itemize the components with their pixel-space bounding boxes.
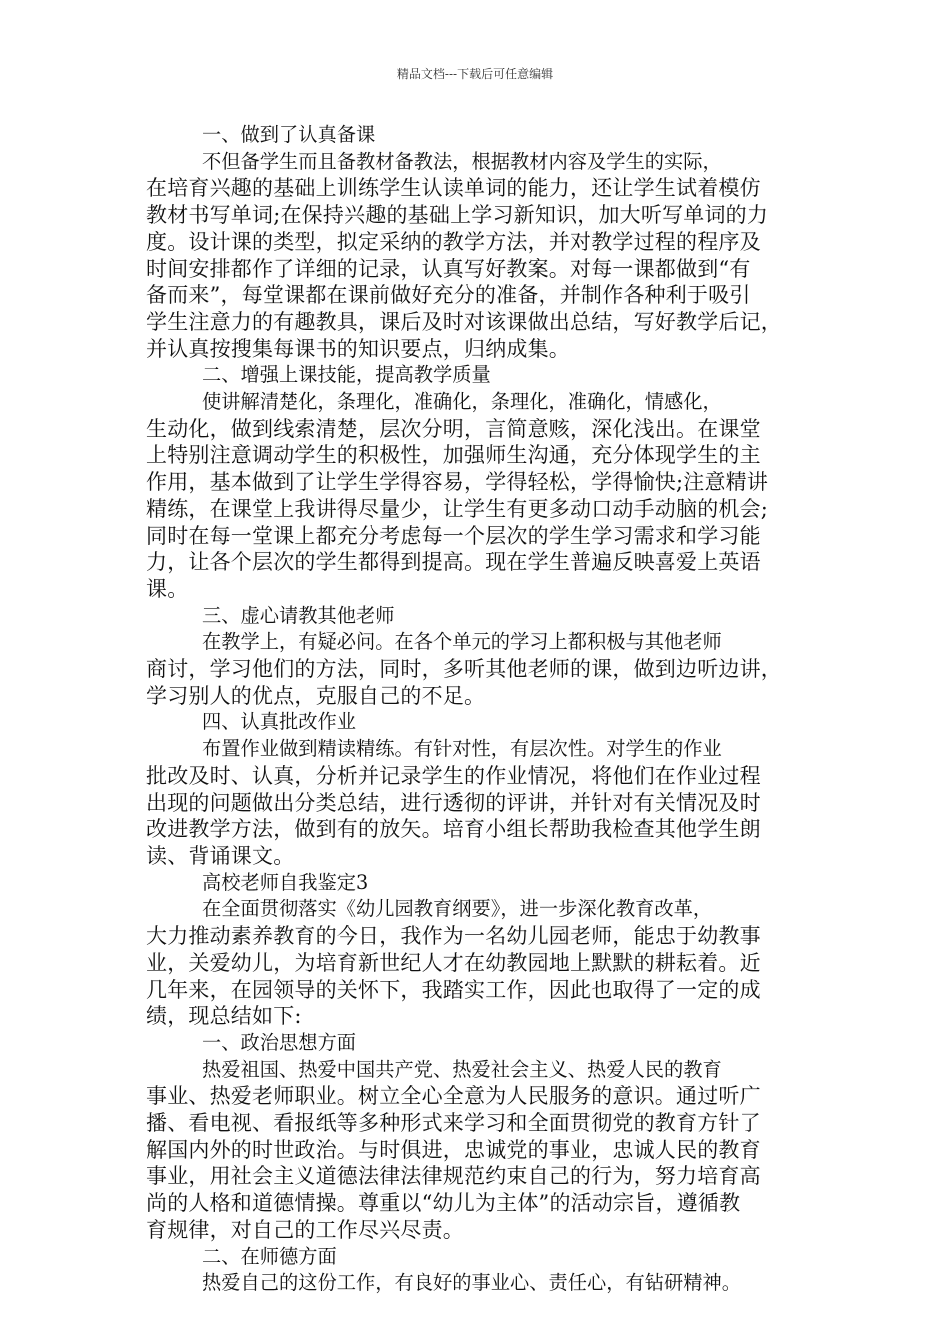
text-line: 二、在师德方面: [202, 1244, 337, 1268]
text-line: 四、认真批改作业: [202, 710, 356, 734]
text-line: 解国内外的时世政治。与时俱进，忠诚党的事业，忠诚人民的教育: [146, 1137, 761, 1162]
text-line: 在全面贯彻落实《幼儿园教育纲要》，进一步深化教育改革，: [202, 897, 713, 921]
text-line: 事业、热爱老师职业。树立全心全意为人民服务的意识。通过听广: [146, 1084, 761, 1109]
text-line: 使讲解清楚化，条理化，准确化，条理化，准确化，情感化，: [202, 390, 722, 414]
text-line: 教材书写单词;在保持兴趣的基础上学习新知识，加大听写单词的力: [146, 203, 769, 228]
text-line: 几年来，在园领导的关怀下，我踏实工作，因此也取得了一定的成: [146, 977, 761, 1002]
text-line: 布置作业做到精读精练。有针对性，有层次性。对学生的作业: [202, 737, 722, 761]
text-line: 学生注意力的有趣教具，课后及时对该课做出总结，写好教学后记，: [146, 309, 782, 334]
text-line: 同时在每一堂课上都充分考虑每一个层次的学生学习需求和学习能: [146, 523, 761, 548]
text-line: 生动化，做到线索清楚，层次分明，言简意赅，深化浅出。在课堂: [146, 416, 761, 441]
text-line: 并认真按搜集每课书的知识要点，归纳成集。: [146, 336, 570, 361]
text-line: 尚的人格和道德情操。尊重以“幼儿为主体”的活动宗旨，遵循教: [146, 1191, 741, 1216]
text-line: 学习别人的优点，克服自己的不足。: [146, 683, 486, 708]
text-line: 大力推动素养教育的今日，我作为一名幼儿园老师，能忠于幼教事: [146, 924, 761, 949]
text-line: 时间安排都作了详细的记录，认真写好教案。对每一课都做到“有: [146, 256, 751, 281]
text-line: 改进教学方法，做到有的放矢。培育小组长帮助我检查其他学生朗: [146, 817, 761, 842]
text-line: 在教学上，有疑必问。在各个单元的学习上都积极与其他老师: [202, 630, 722, 654]
text-line: 三、虚心请教其他老师: [202, 603, 395, 627]
text-line: 一、做到了认真备课: [202, 123, 376, 146]
text-line: 作用，基本做到了让学生学得容易，学得轻松，学得愉快;注意精讲: [146, 470, 769, 495]
document-body: [146, 122, 818, 1297]
text-line: 力，让各个层次的学生都得到提高。现在学生普遍反映喜爱上英语: [146, 550, 761, 575]
text-line: 育规律，对自己的工作尽兴尽责。: [146, 1217, 464, 1242]
text-line: 商讨，学习他们的方法，同时，多听其他老师的课，做到边听边讲，: [146, 657, 782, 682]
text-line: 业，关爱幼儿，为培育新世纪人才在幼教园地上默默的耕耘着。近: [146, 950, 761, 975]
text-line: 不但备学生而且备教材备教法，根据教材内容及学生的实际，: [202, 149, 722, 173]
text-line: 度。设计课的类型，拟定采纳的教学方法，并对教学过程的程序及: [146, 229, 761, 254]
text-line: 在培育兴趣的基础上训练学生认读单词的能力，还让学生试着模仿: [146, 176, 761, 201]
page-header: 精品文档---下载后可任意编辑: [396, 67, 554, 81]
text-line: 播、看电视、看报纸等多种形式来学习和全面贯彻党的教育方针了: [146, 1111, 761, 1136]
text-line: 备而来”，每堂课都在课前做好充分的准备，并制作各种利于吸引: [146, 283, 751, 308]
text-line: 读、背诵课文。: [146, 843, 295, 868]
text-line: 热爱祖国、热爱中国共产党、热爱社会主义、热爱人民的教育: [202, 1057, 722, 1081]
text-line: 上特别注意调动学生的积极性，加强师生沟通，充分体现学生的主: [146, 443, 761, 468]
text-line: 精练，在课堂上我讲得尽量少，让学生有更多动口动手动脑的机会;: [146, 496, 769, 521]
text-line: 高校老师自我鉴定3: [202, 870, 369, 894]
text-line: 二、增强上课技能，提高教学质量: [202, 363, 491, 387]
text-line: 热爱自己的这份工作，有良好的事业心、责任心，有钻研精神。: [202, 1271, 741, 1295]
text-line: 一、政治思想方面: [202, 1030, 356, 1054]
text-line: 课。: [146, 576, 189, 601]
text-line: 批改及时、认真，分析并记录学生的作业情况，将他们在作业过程: [146, 763, 761, 788]
text-line: 事业，用社会主义道德法律法律规范约束自己的行为，努力培育高: [146, 1164, 761, 1189]
text-line: 绩，现总结如下:: [146, 1004, 302, 1029]
text-line: 出现的问题做出分类总结，进行透彻的评讲，并针对有关情况及时: [146, 790, 761, 815]
